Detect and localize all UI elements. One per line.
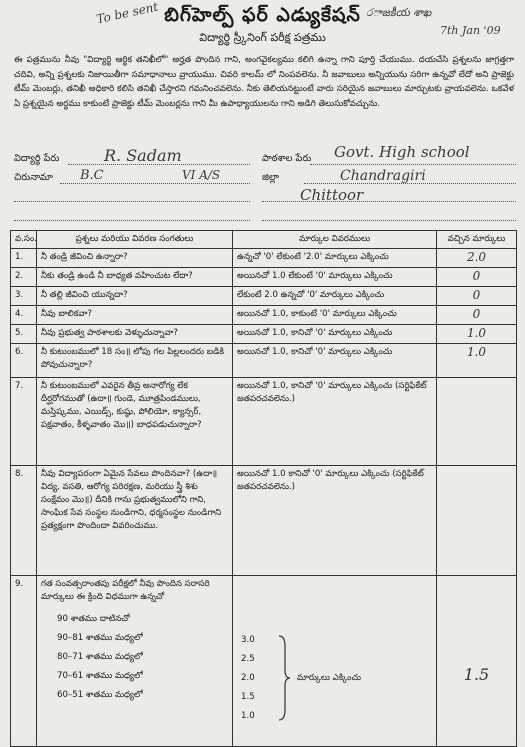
grade-range: 60–51 శాతము మధ్యలో bbox=[57, 690, 143, 700]
row-number: 9. bbox=[11, 576, 37, 747]
marks-obtained: 0 bbox=[437, 287, 517, 306]
grade-range: 90–81 శాతము మధ్యలో bbox=[57, 633, 143, 643]
grade-score: 2.0 bbox=[241, 673, 255, 683]
row-number: 1. bbox=[11, 249, 37, 268]
grade-score: 3.0 bbox=[241, 635, 255, 645]
handwritten-note-top-left: To be sent bbox=[95, 0, 160, 27]
district-value: Chandragiri bbox=[340, 168, 426, 184]
handwritten-date: 7th Jan '09 bbox=[440, 24, 501, 37]
address-line bbox=[60, 183, 250, 184]
table-row bbox=[11, 344, 517, 378]
table-row bbox=[11, 306, 517, 325]
marks-obtained: 1.0 bbox=[437, 325, 517, 344]
table-header-row bbox=[11, 231, 517, 249]
header-marks-obtained: వచ్చిన మార్కులు bbox=[437, 231, 517, 249]
district-label: జిల్లా bbox=[262, 172, 279, 183]
grade-marks-value: 1.5 bbox=[463, 665, 490, 684]
header-no: వ.సం. bbox=[11, 231, 37, 249]
question-text: నీ కుటుంబములో ఎవరైన తీవ్ర అనారోగ్య లేక దీర్ఘరోగముతో (ఉదా॥ గుండె, మూత్రపిండములు, మస్తిష్కము, ఎయిడ్స్, కుష్ఠు, పోలియో, క్యాన్సర్, పక్షవాతం, కీళ్ళవాతం మొ॥) బాధపడుచున్నారా? bbox=[37, 378, 233, 466]
question-text: నీవు బాలికవా? bbox=[37, 306, 233, 325]
school-line bbox=[310, 164, 516, 165]
marks-rule: అయినచో 1.0, కానిచో '0' మార్కులు ఎక్కించు (సర్టిఫికేట్ జతపరచవలెను.) bbox=[233, 378, 437, 466]
school-label: పాఠశాల పేరు bbox=[262, 153, 312, 164]
page-title: బిగ్‌హెల్ప్ ఫర్ ఎడ్యుకేషన్ bbox=[164, 4, 361, 26]
class-value: VI A/S bbox=[182, 168, 221, 182]
grade-score: 1.0 bbox=[241, 711, 255, 721]
row-number: 3. bbox=[11, 287, 37, 306]
grade-range: 70–61 శాతము మధ్యలో bbox=[57, 671, 143, 681]
header-marks-details: మార్కుల వివరములు bbox=[233, 231, 437, 249]
table-row bbox=[11, 378, 517, 466]
marks-rule: అయినచో 1.0 లేకుంటే '0' మార్కులు ఎక్కించు bbox=[233, 268, 437, 287]
header-question: ప్రశ్నలు మరియు వివరణ సంగతులు bbox=[37, 231, 233, 249]
handwritten-note-top-right: රాజకీయ శాఖ bbox=[366, 6, 432, 19]
marks-obtained: 2.0 bbox=[437, 249, 517, 268]
grade-score: 2.5 bbox=[241, 654, 255, 664]
question-text: నీ తండ్రి జీవించి ఉన్నారా? bbox=[37, 249, 233, 268]
marks-rule: అయినచో 1.0, కానిచో '0' మార్కులు ఎక్కించు bbox=[233, 344, 437, 378]
brace-icon bbox=[277, 634, 291, 722]
table-row bbox=[11, 268, 517, 287]
row-number: 2. bbox=[11, 268, 37, 287]
marks-obtained: 0 bbox=[437, 268, 517, 287]
grade-range: 90 శాతము దాటినచో bbox=[57, 614, 130, 624]
table-row bbox=[11, 466, 517, 576]
marks-rule: లేకుంటే 2.0 ఉన్నచో '0' మార్కులు ఎక్కించు bbox=[233, 287, 437, 306]
blank-line bbox=[14, 220, 250, 221]
table-row bbox=[11, 287, 517, 306]
row-number: 7. bbox=[11, 378, 37, 466]
row-number: 4. bbox=[11, 306, 37, 325]
screening-table bbox=[10, 230, 517, 747]
marks-obtained bbox=[437, 576, 517, 747]
address-line2-value: Chittoor bbox=[300, 186, 364, 204]
page-subtitle: విద్యార్థి స్ర్కీనింగ్ పరీక్ష పత్రము bbox=[199, 31, 326, 44]
marks-obtained bbox=[437, 466, 517, 576]
row-number: 6. bbox=[11, 344, 37, 378]
grade-score: 1.5 bbox=[241, 692, 255, 702]
grade-range: 80–71 శాతము మధ్యలో bbox=[57, 652, 143, 662]
question-text: నీవు విద్యాపరంగా ఏమైన సేవలు పొందినవా? (ఉదా॥ విద్య, వసతి, ఆరోగ్య పరిరక్షణ, మరియు స్త్రీ శిశు సంక్షేమం మొ॥) దీనికి గాను ప్రభుత్వములోని గాని, సాంఘిక సేవ సంస్థల నుండిగాని, ధర్మసంస్థల నుండిగాని ప్రత్యక్షంగా పొందిందా వివరించుము. bbox=[37, 466, 233, 576]
marks-obtained: 0 bbox=[437, 306, 517, 325]
student-name-value: R. Sadam bbox=[104, 146, 182, 165]
school-value: Govt. High school bbox=[334, 143, 470, 161]
address-label: చిరునామా bbox=[14, 172, 53, 183]
instructions-paragraph: ఈ పత్రమును నీవు "విద్యార్థి ఆర్థిక తనిఖీలో" అర్హత పొందిన గాని, అంగవైకల్యము కలిగి ఉన్నా గాని పూర్తి చేయుము. దయచేసి ప్రశ్నలను జాగ్రత్తగా చదివి, అన్ని ప్రశ్నలకు నిజాయితీగా సమాధానాలు వ్రాయుము. చివరి కాలమ్ లో నింపవలెను. నీ జవాబులు అన్నియును సరిగా ఉన్నవో లేదో అని ప్రాజెక్టు టీమ్ మెంబర్లు, తనిఖీ అధికారి కలిసి తనిఖీ చేస్తారని గమనించవలెను. నీకు తెలియనట్టుంటే వారు సరియైన జవాబులు మార్చుటకు వ్రాయవలెను. ఒకవేళ ఏ ప్రశ్నయైన అర్థము కాకుంటే ప్రాజెక్టు టీమ్ మెంబర్లను గాని మీ ఉపాధ్యాయులను గాని అడిగి తెలుసుకోవచ్చును. bbox=[14, 55, 514, 109]
question-text: నీ కుటుంబములో 18 సం॥ లోపు గల పిల్లలందరు బడికి పోవుచున్నారా? bbox=[37, 344, 233, 378]
table-row bbox=[11, 576, 517, 747]
question-text: నీవు ప్రభుత్వ పాఠశాలకు వెళ్ళుచున్నావా? bbox=[37, 325, 233, 344]
address-value: B.C bbox=[80, 168, 104, 183]
table-row bbox=[11, 325, 517, 344]
table-row bbox=[11, 249, 517, 268]
question-text bbox=[37, 576, 233, 747]
grade-marks-instruction: మార్కులు ఎక్కించు bbox=[297, 673, 362, 683]
question-text: నీకు తండ్రి ఉండి నీ బాధ్యత వహించుట లేదా? bbox=[37, 268, 233, 287]
grade-question-intro: గత సంవత్సరాంతపు పరీక్షలో నీవు పొందిన సరాసరి మార్కులు ఈ క్రింది విధముగా ఉన్నచో bbox=[41, 579, 210, 602]
question-text: నీ తల్లి జీవించి యున్నదా? bbox=[37, 287, 233, 306]
row-number: 8. bbox=[11, 466, 37, 576]
blank-line bbox=[14, 201, 250, 202]
marks-rule: అయినచో 1.0, కానిచో '0' మార్కులు ఎక్కించు bbox=[233, 325, 437, 344]
marks-rule: అయినచో 1.0 కానిచో '0' మార్కులు ఎక్కించు (సర్టిఫికేట్ జతపరచవలెను.) bbox=[233, 466, 437, 576]
blank-line bbox=[262, 220, 516, 221]
student-name-label: విద్యార్థి పేరు bbox=[14, 153, 60, 164]
marks-rule: అయినచో 1.0, కాకుంటే '0' మార్కులు ఎక్కించు bbox=[233, 306, 437, 325]
marks-rule: ఉన్నచో '0' లేకుంటే '2.0' మార్కులు ఎక్కించు bbox=[233, 249, 437, 268]
row-number: 5. bbox=[11, 325, 37, 344]
marks-obtained: 1.0 bbox=[437, 344, 517, 378]
marks-obtained bbox=[437, 378, 517, 466]
marks-rule bbox=[233, 576, 437, 747]
